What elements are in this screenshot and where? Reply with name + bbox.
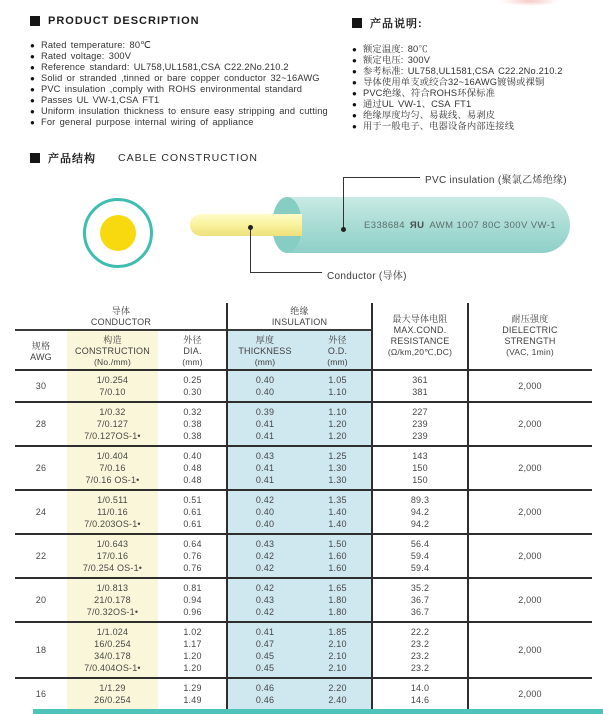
column-divider bbox=[371, 303, 373, 709]
section-marker-icon bbox=[30, 153, 40, 163]
insulation-leader-line bbox=[343, 177, 344, 229]
description-item: ● Rated temperature: 80℃ bbox=[30, 40, 340, 51]
column-divider bbox=[226, 303, 228, 709]
awg-column-header: 规格 AWG bbox=[30, 341, 52, 362]
construction-title-cn: 产品结构 bbox=[48, 153, 96, 165]
footer-accent-bar bbox=[33, 709, 603, 714]
description-item: ● Rated voltage: 300V bbox=[30, 51, 340, 62]
insulation-group-header: 绝缘 INSULATION bbox=[271, 306, 328, 327]
notes-item: ● 额定温度: 80℃ bbox=[352, 44, 597, 55]
dia-column-header: 外径 DIA. (mm) bbox=[182, 335, 203, 367]
description-item: ● For general purpose internal wiring of appliance bbox=[30, 117, 340, 128]
insulation-label: PVC insulation (聚氯乙烯绝缘) bbox=[425, 175, 567, 186]
section-marker-icon bbox=[30, 16, 40, 26]
table-row: 16 1/1.29 26/0.254 1.29 1.49 0.46 0.46 2.20 2.40 14.0 14.6 2,000 bbox=[15, 677, 592, 709]
group-header-underline bbox=[15, 329, 372, 331]
construction-column-header: 构造 CONSTRUCTION (No./mm) bbox=[75, 335, 150, 367]
conductor-rod bbox=[190, 214, 302, 236]
table-row: 28 1/0.32 7/0.127 7/0.127OS-1• 0.32 0.38 0.38 0.39 0.41 0.41 1.10 1.20 1.20 227 239 239 2,000 bbox=[15, 401, 592, 445]
notes-item: ● 参考标准: UL758,UL1581,CSA C22.2No.210.2 bbox=[352, 66, 597, 77]
table-row: 26 1/0.404 7/0.16 7/0.16 OS-1• 0.40 0.48 0.48 0.43 0.41 0.41 1.25 1.30 1.30 143 150 150 2,000 bbox=[15, 445, 592, 489]
product-description-list bbox=[30, 40, 340, 128]
conductor-leader-line bbox=[250, 272, 322, 273]
cable-marking-text bbox=[350, 197, 570, 253]
description-item: ● Solid or stranded ,tinned or bare copper conductor 32~16AWG bbox=[30, 73, 340, 84]
red-smudge-artifact bbox=[500, 0, 560, 6]
description-item: ● PVC insulation ,comply with ROHS environmental standard bbox=[30, 84, 340, 95]
product-notes-header bbox=[352, 15, 597, 31]
description-item: ● Reference standard: UL758,UL1581,CSA C22.2No.210.2 bbox=[30, 62, 340, 73]
table-row: 20 1/0.813 21/0.178 7/0.32OS-1• 0.81 0.94 0.96 0.42 0.43 0.42 1.65 1.80 1.80 35.2 36.7 36.7 2,000 bbox=[15, 577, 592, 621]
od-column-header: 外径 O.D. (mm) bbox=[327, 335, 348, 367]
product-description-section bbox=[30, 15, 340, 128]
product-description-header bbox=[30, 15, 340, 27]
notes-item: ● 额定电压: 300V bbox=[352, 55, 597, 66]
notes-item: ● 导体使用单支或绞合32~16AWG镀锡或裸铜 bbox=[352, 77, 597, 88]
notes-item: ● 用于一般电子、电器设备内部连接线 bbox=[352, 121, 597, 132]
notes-item: ● 绝缘厚度均匀、易裁线、易剥皮 bbox=[352, 110, 597, 121]
table-row: 24 1/0.511 11/0.16 7/0.203OS-1• 0.51 0.61 0.61 0.42 0.40 0.40 1.35 1.40 1.40 89.3 94.2 94.2 2,000 bbox=[15, 489, 592, 533]
cross-section-conductor bbox=[100, 215, 136, 251]
notes-item: ● 通过UL VW-1、CSA FT1 bbox=[352, 99, 597, 110]
conductor-leader-line bbox=[250, 227, 251, 272]
product-notes-list bbox=[352, 44, 597, 132]
product-description-title: PRODUCT DESCRIPTION bbox=[48, 15, 200, 27]
table-header bbox=[15, 303, 592, 371]
column-divider bbox=[467, 303, 469, 709]
section-marker-icon bbox=[352, 18, 362, 28]
awm-marking: AWM 1007 80C 300V VW-1 bbox=[429, 219, 556, 231]
dielectric-column-header: 耐压强度 DIELECTRIC STRENGTH (VAC, 1min) bbox=[502, 314, 558, 357]
description-item: ● Uniform insulation thickness to ensure easy stripping and cutting bbox=[30, 106, 340, 117]
table-body bbox=[15, 371, 592, 709]
product-notes-title: 产品说明: bbox=[370, 18, 423, 30]
ul-file-number: E338684 bbox=[364, 219, 405, 231]
notes-item: ● PVC绝缘、符合ROHS环保标准 bbox=[352, 88, 597, 99]
resistance-column-header: 最大导体电阻 MAX.COND. RESISTANCE (Ω/km,20℃,DC) bbox=[387, 314, 453, 357]
conductor-group-header: 导体 CONDUCTOR bbox=[90, 306, 152, 327]
table-row: 22 1/0.643 17/0.16 7/0.254 OS-1• 0.64 0.76 0.76 0.43 0.42 0.42 1.50 1.60 1.60 56.4 59.4 59.4 2,000 bbox=[15, 533, 592, 577]
cable-construction-header bbox=[30, 150, 258, 166]
conductor-pointer-dot bbox=[248, 225, 253, 230]
conductor-label: Conductor (导体) bbox=[327, 271, 407, 282]
product-notes-section bbox=[352, 15, 597, 132]
construction-title-en: CABLE CONSTRUCTION bbox=[118, 152, 258, 164]
ul-recognized-mark-icon: ЯU bbox=[409, 219, 425, 231]
table-row: 30 1/0.254 7/0.10 0.25 0.30 0.40 0.40 1.05 1.10 361 381 2,000 bbox=[35, 375, 542, 397]
insulation-pointer-dot bbox=[341, 227, 346, 232]
insulation-leader-line bbox=[343, 177, 420, 178]
table-row: 18 1/1.024 16/0.254 34/0.178 7/0.404OS-1• 1.02 1.17 1.20 1.20 0.41 0.47 0.45 0.45 1.85 2.10 2.10 2.10 22.2 23.2 23.2 23.2 2,000 bbox=[15, 621, 592, 677]
thickness-column-header: 厚度 THICKNESS (mm) bbox=[238, 335, 292, 367]
specification-table bbox=[15, 303, 592, 709]
description-item: ● Passes UL VW-1,CSA FT1 bbox=[30, 95, 340, 106]
